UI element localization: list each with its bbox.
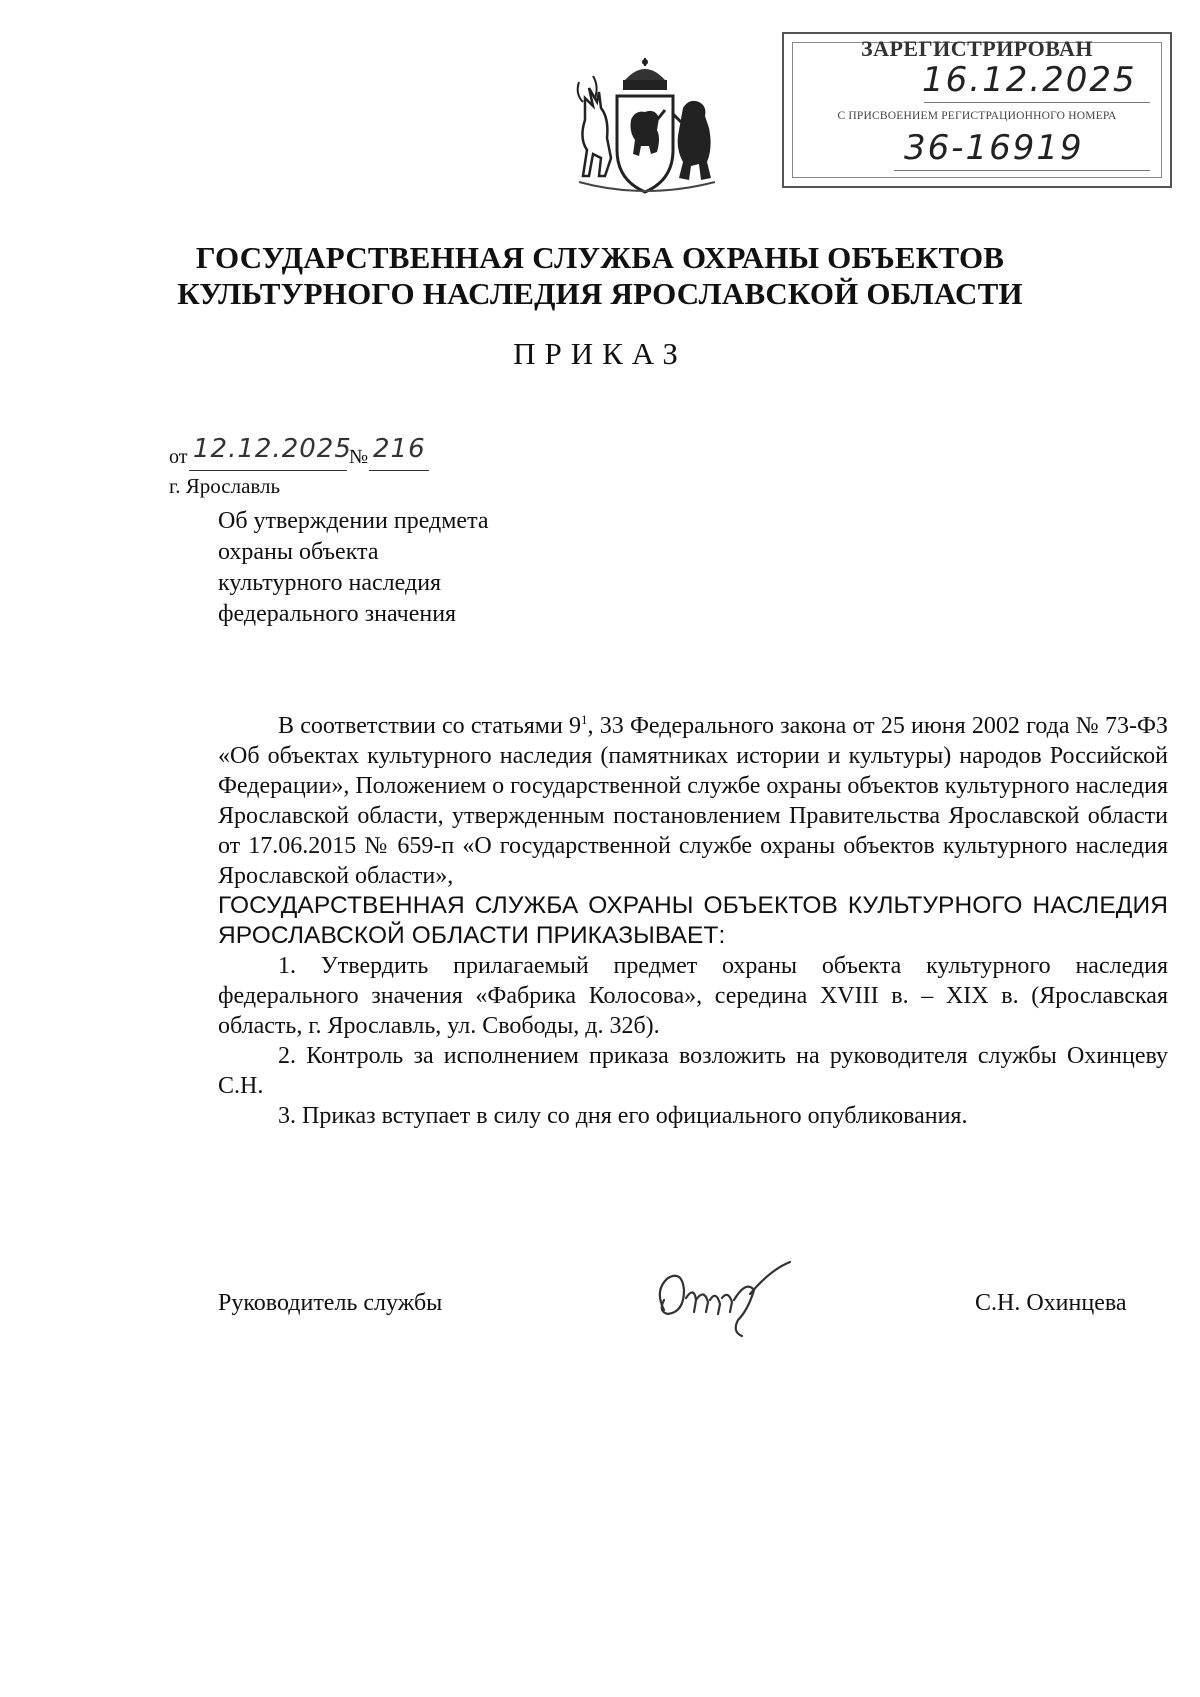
order-item-3: 3. Приказ вступает в силу со дня его официального опубликования. bbox=[278, 1103, 968, 1129]
document-type: ПРИКАЗ bbox=[513, 336, 687, 371]
article-superscript: 1 bbox=[581, 712, 588, 727]
handwritten-signature bbox=[650, 1250, 810, 1340]
signatory-name: С.Н. Охинцева bbox=[975, 1290, 1127, 1316]
orders-statement: ГОСУДАРСТВЕННАЯ СЛУЖБА ОХРАНЫ ОБЪЕКТОВ КУЛЬТУРНОГО НАСЛЕДИЯ ЯРОСЛАВСКОЙ ОБЛАСТИ ПРИКАЗЫВАЕТ: bbox=[218, 892, 1168, 949]
number-underline bbox=[369, 470, 429, 471]
order-date-number bbox=[169, 432, 449, 472]
subject-line: Об утверждении предмета bbox=[218, 508, 489, 534]
stamp-title: ЗАРЕГИСТРИРОВАН bbox=[860, 36, 1094, 61]
subject-line: охраны объекта bbox=[218, 539, 379, 565]
stamp-number: 36-16919 bbox=[904, 128, 1084, 168]
stamp-number-underline bbox=[894, 170, 1150, 171]
signatory-title: Руководитель службы bbox=[218, 1290, 443, 1316]
agency-heading bbox=[0, 240, 1200, 312]
preamble-text-b: , 33 Федерального закона от 25 июня 2002 года № 73-ФЗ «Об объектах культурного наследия (памятниках истории и культуры) народов Российской Федерации», Положением о государственной службе охраны объектов культурного наследия Ярославской области, утвержденным постановлением Правительства Ярославской области от 17.06.2015 № 659-п «О государственной службе охраны объектов культурного наследия Ярославской области», bbox=[218, 713, 1168, 889]
order-body bbox=[218, 705, 1168, 1131]
preamble-text-a: В соответствии со статьями 9 bbox=[278, 713, 582, 739]
order-item-2: 2. Контроль за исполнением приказа возложить на руководителя службы Охинцеву С.Н. bbox=[218, 1043, 1168, 1099]
stamp-date: 16.12.2025 bbox=[922, 60, 1137, 100]
handwritten-date: 12.12.2025 bbox=[193, 434, 352, 464]
agency-heading-line2: КУЛЬТУРНОГО НАСЛЕДИЯ ЯРОСЛАВСКОЙ ОБЛАСТИ bbox=[177, 276, 1023, 311]
subject-line: культурного наследия bbox=[218, 570, 442, 596]
order-item-1: 1. Утвердить прилагаемый предмет охраны объекта культурного наследия федерального значения «Фабрика Колосова», середина XVIII в. – XIX в. (Ярославская область, г. Ярославль, ул. Свободы, д. 32б). bbox=[218, 953, 1168, 1039]
yaroslavl-coat-of-arms-icon bbox=[565, 58, 725, 208]
subject-line: федерального значения bbox=[218, 601, 457, 627]
preamble-paragraph bbox=[218, 705, 1168, 891]
order-subject bbox=[218, 506, 618, 630]
date-underline bbox=[189, 470, 347, 471]
handwritten-number: 216 bbox=[373, 434, 426, 464]
city: г. Ярославль bbox=[169, 474, 281, 498]
number-label: № bbox=[349, 446, 369, 468]
stamp-subtitle: С ПРИСВОЕНИЕМ РЕГИСТРАЦИОННОГО НОМЕРА bbox=[837, 110, 1117, 122]
stamp-date-underline bbox=[924, 102, 1150, 103]
registration-stamp bbox=[782, 32, 1172, 188]
agency-heading-line1: ГОСУДАРСТВЕННАЯ СЛУЖБА ОХРАНЫ ОБЪЕКТОВ bbox=[195, 240, 1005, 275]
from-label: от bbox=[169, 446, 188, 468]
